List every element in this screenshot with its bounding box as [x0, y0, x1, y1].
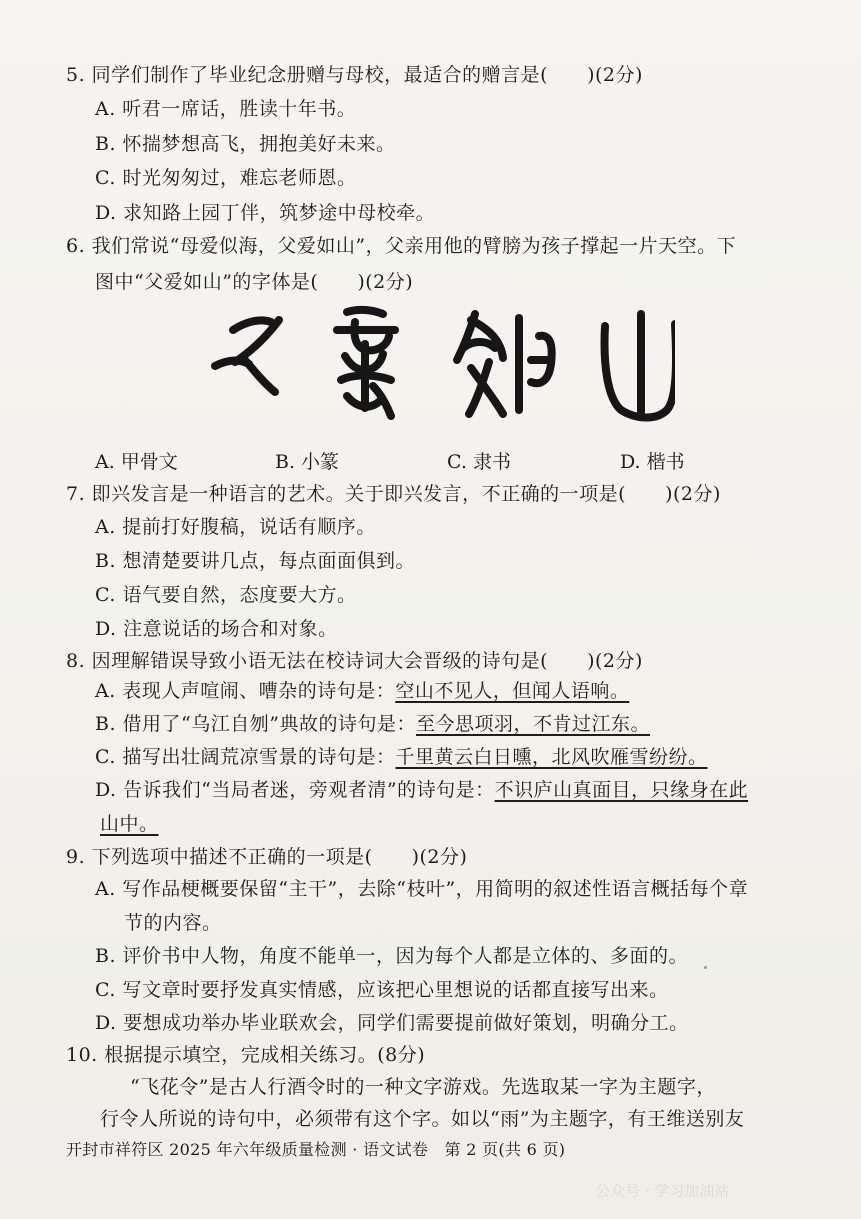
q9-option-c: C. 写文章时要抒发真实情感，应该把心里想说的话都直接写出来。: [95, 979, 669, 1001]
q7-option-a: A. 提前打好腹稿，说话有顺序。: [95, 516, 376, 538]
q7-option-d: D. 注意说话的场合和对象。: [95, 618, 338, 640]
q8-option-d-poem-1: 不识庐山真面目，只缘身在此: [494, 779, 749, 801]
q8-option-d: [95, 777, 748, 803]
q8-option-a-poem: 空山不见人，但闻人语响。: [395, 680, 630, 702]
q5-option-a: A. 听君一席话，胜读十年书。: [95, 98, 357, 120]
page-footer: 开封市祥符区 2025 年六年级质量检测 · 语文试卷 第 2 页(共 6 页): [66, 1140, 566, 1159]
q5-stem: 5. 同学们制作了毕业纪念册赠与母校，最适合的赠言是( )(2分): [66, 64, 643, 86]
q5-option-d: D. 求知路上园丁伴，筑梦途中母校牵。: [95, 202, 436, 224]
q6-option-d: D. 楷书: [620, 451, 685, 473]
q8-option-b: [95, 711, 650, 737]
q7-stem: 7. 即兴发言是一种语言的艺术。关于即兴发言，不正确的一项是( )(2分): [66, 483, 721, 505]
q6-options: [95, 449, 735, 475]
q6-option-b: B. 小篆: [275, 451, 340, 473]
q5-option-b: B. 怀揣梦想高飞，拥抱美好未来。: [95, 133, 396, 155]
q6-option-a: A. 甲骨文: [95, 451, 178, 473]
q8-option-c-poem: 千里黄云白日曛，北风吹雁雪纷纷。: [395, 746, 708, 768]
q8-option-d-cont: [100, 811, 159, 837]
glyph-ai: [337, 310, 395, 416]
seal-script-image: [205, 300, 675, 430]
q6-option-c: C. 隶书: [447, 451, 511, 473]
fu-ai-ru-shan-seal-glyphs: [205, 300, 675, 430]
q8-option-d-text: D. 告诉我们“当局者迷，旁观者清”的诗句是：: [95, 779, 495, 801]
q10-paragraph-line1: “飞花令”是古人行酒令时的一种文字游戏。先选取某一字为主题字，: [130, 1076, 716, 1098]
watermark: 公众号 · 学习加油站: [595, 1182, 730, 1200]
glyph-shan: [605, 314, 675, 418]
q6-stem-line2: 图中“父爱如山”的字体是( )(2分): [95, 271, 414, 293]
q8-option-b-text: B. 借用了“乌江自刎”典故的诗句是：: [95, 713, 416, 735]
q9-option-a-cont: 节的内容。: [124, 912, 222, 934]
q7-option-c: C. 语气要自然，态度要大方。: [95, 584, 357, 606]
q7-option-b: B. 想清楚要讲几点，每点面面俱到。: [95, 550, 416, 572]
q8-option-c: [95, 744, 707, 770]
q10-stem: 10. 根据提示填空，完成相关练习。(8分): [66, 1044, 426, 1066]
q10-paragraph-line2: 行令人所说的诗句中，必须带有这个字。如以“雨”为主题字，有王维送别友: [100, 1108, 745, 1130]
q5-option-c: C. 时光匆匆过，难忘老师恩。: [95, 167, 357, 189]
q8-option-a-text: A. 表现人声喧闹、嘈杂的诗句是：: [95, 680, 396, 702]
q8-option-b-poem: 至今思项羽，不肯过江东。: [415, 713, 650, 735]
q9-option-d: D. 要想成功举办毕业联欢会，同学们需要提前做好策划，明确分工。: [95, 1012, 689, 1034]
q8-stem: 8. 因理解错误导致小语无法在校诗词大会晋级的诗句是( )(2分): [66, 650, 643, 672]
q8-option-d-poem-2: 山中。: [100, 813, 159, 835]
q9-option-b: B. 评价书中人物，角度不能单一，因为每个人都是立体的、多面的。: [95, 945, 689, 967]
glyph-fu: [215, 320, 279, 392]
q9-stem: 9. 下列选项中描述不正确的一项是( )(2分): [66, 846, 468, 868]
q9-option-a: A. 写作品梗概要保留“主干”，去除“枝叶”，用简明的叙述性语言概括每个章: [95, 878, 749, 900]
scan-speck: [704, 966, 707, 969]
q6-stem-line1: 6. 我们常说“母爱似海，父爱如山”，父亲用他的臂膀为孩子撑起一片天空。下: [66, 235, 737, 257]
q8-option-c-text: C. 描写出壮阔荒凉雪景的诗句是：: [95, 746, 396, 768]
q8-option-a: [95, 678, 629, 704]
glyph-ru: [457, 314, 552, 414]
